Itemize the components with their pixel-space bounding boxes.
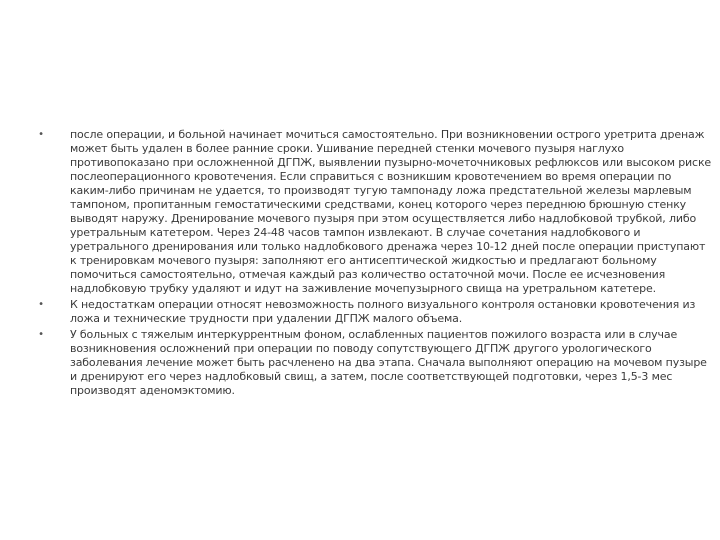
bullet-text: У больных с тяжелым интеркуррентным фоном, ослабленных пациентов пожилого возраста или в случае возникновения осложнений при операции по поводу сопутствующего ДГПЖ другого урологического заболевания лечение может быть расчленено на два этапа. Сначала выполняют операцию на мочевом пузыре и дренируют его через надлобковый свищ, а затем, после соответствующей подготовки, через 1,5-3 мес производят аденомэктомию.	[70, 328, 707, 397]
bullet-text: после операции, и больной начинает мочиться самостоятельно. При возникновении острого уретрита дренаж может быть удален в более ранние сроки. Ушивание передней стенки мочевого пузыря наглухо противопоказано при осложненной ДГПЖ, выявлении пузырно-мочеточниковых рефлюксов или высоком риске послеоперационного кровотечения. Если справиться с возникшим кровотечением во время операции по каким-либо причинам не удается, то производят тугую тампонаду ложа предстательной железы марлевым тампоном, пропитанным гемостатическими средствами, конец которого через переднюю брюшную стенку выводят наружу. Дренирование мочевого пузыря при этом осуществляется либо надлобковой трубкой, либо уретральным катетером. Через 24-48 часов тампон извлекают. В случае сочетания надлобкового и уретрального дренирования или только надлобкового дренажа через 10-12 дней после операции приступают к тренировкам мочевого пузыря: заполняют его антисептической жидкостью и предлагают больному помочиться самостоятельно, отмечая каждый раз количество остаточной мочи. После ее исчезновения надлобковую трубку удаляют и идут на заживление мочепузырного свища на уретральном катетере.	[70, 128, 712, 295]
bullet-dot-icon: •	[38, 299, 44, 310]
bullet-text: К недостаткам операции относят невозможность полного визуального контроля остановки кровотечения из ложа и технические трудности при удалении ДГПЖ малого объема.	[70, 298, 696, 325]
bullet-dot-icon: •	[38, 329, 44, 340]
bullet-dot-icon: •	[38, 129, 44, 140]
bullet-item-2	[36, 298, 712, 326]
bullet-item-3	[36, 328, 712, 398]
bullet-list	[36, 128, 712, 400]
bullet-item-1	[36, 128, 712, 296]
